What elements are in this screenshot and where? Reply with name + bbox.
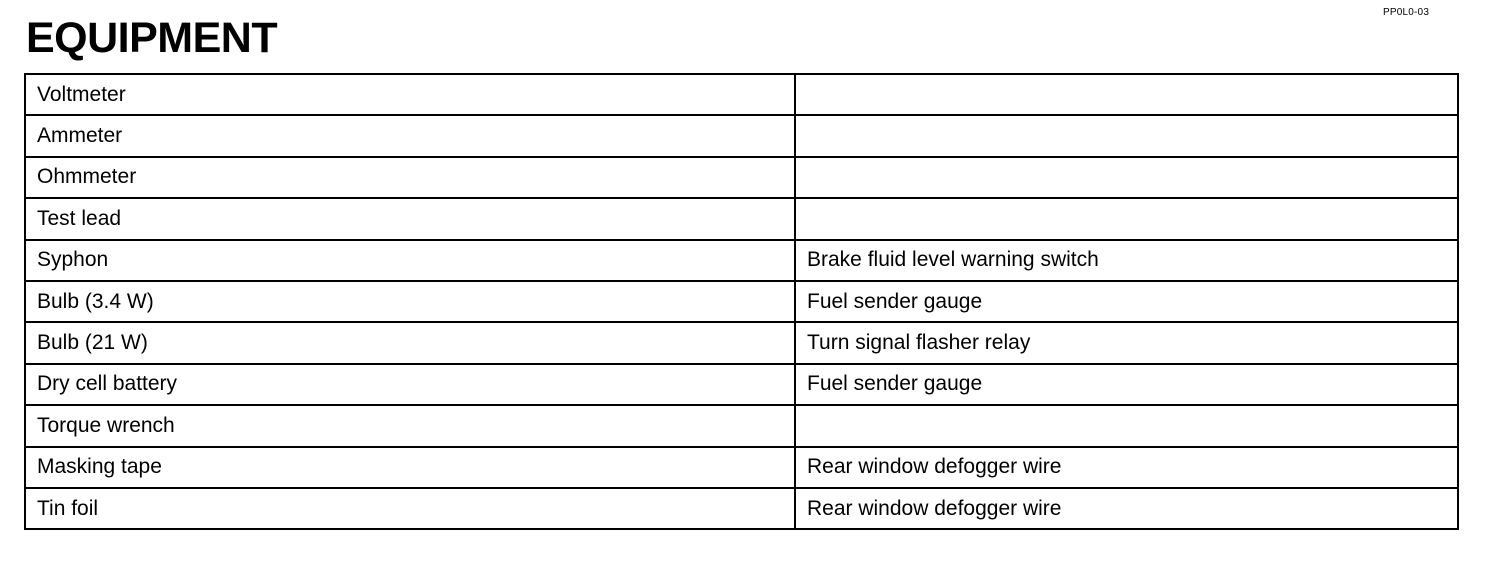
equipment-item-cell: Tin foil [25,488,795,529]
equipment-item-cell: Test lead [25,198,795,239]
equipment-table-body [25,74,1458,529]
table-row [25,281,1458,322]
table-row [25,405,1458,446]
page-title: EQUIPMENT [26,14,278,62]
table-row [25,322,1458,363]
equipment-item-cell: Bulb (21 W) [25,322,795,363]
equipment-use-cell: Rear window defogger wire [795,447,1458,488]
table-row [25,115,1458,156]
equipment-use-cell: Fuel sender gauge [795,281,1458,322]
equipment-use-cell: Turn signal flasher relay [795,322,1458,363]
table-row [25,364,1458,405]
document-code: PP0L0-03 [1383,7,1430,18]
equipment-use-cell: Rear window defogger wire [795,488,1458,529]
equipment-item-cell: Ohmmeter [25,157,795,198]
table-row [25,447,1458,488]
equipment-use-cell: Fuel sender gauge [795,364,1458,405]
equipment-use-cell: Brake fluid level warning switch [795,240,1458,281]
equipment-use-cell [795,157,1458,198]
equipment-item-cell: Ammeter [25,115,795,156]
equipment-item-cell: Masking tape [25,447,795,488]
equipment-item-cell: Syphon [25,240,795,281]
table-row [25,157,1458,198]
table-row [25,240,1458,281]
equipment-use-cell [795,198,1458,239]
equipment-item-cell: Torque wrench [25,405,795,446]
equipment-use-cell [795,74,1458,115]
table-row [25,198,1458,239]
table-row [25,488,1458,529]
equipment-item-cell: Bulb (3.4 W) [25,281,795,322]
equipment-table [24,73,1459,530]
equipment-use-cell [795,115,1458,156]
equipment-item-cell: Voltmeter [25,74,795,115]
table-row [25,74,1458,115]
equipment-item-cell: Dry cell battery [25,364,795,405]
equipment-use-cell [795,405,1458,446]
